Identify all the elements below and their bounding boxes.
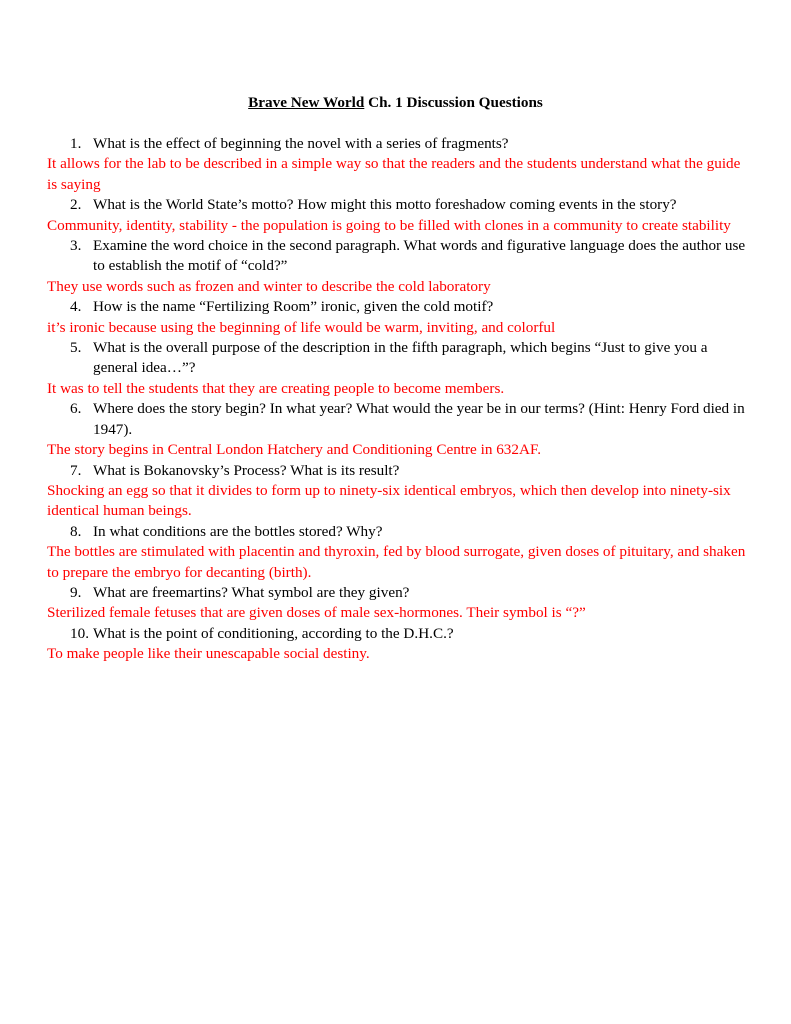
answer-3: They use words such as frozen and winter to describe the cold laboratory: [47, 277, 491, 295]
question-2: [47, 195, 747, 215]
question-number: 5.: [70, 339, 82, 357]
question-number: 8.: [70, 522, 82, 540]
answer-2: Community, identity, stability - the population is going to be filled with clones in a community to create stability: [47, 216, 731, 234]
question-6: [47, 399, 747, 440]
question-number: 1.: [70, 135, 82, 152]
question-3: [47, 236, 747, 277]
question-text: What is the overall purpose of the description in the fifth paragraph, which begins “Just to give you a general idea…”?: [93, 339, 708, 377]
question-7: [47, 461, 747, 481]
answer-5: It was to tell the students that they are creating people to become members.: [47, 379, 505, 397]
questions-list: [47, 134, 747, 665]
question-text: What is Bokanovsky’s Process? What is its result?: [93, 461, 400, 479]
question-text: What is the World State’s motto? How might this motto foreshadow coming events in the story?: [93, 196, 677, 214]
question-text: In what conditions are the bottles stored? Why?: [93, 522, 383, 540]
question-number: 3.: [70, 237, 82, 255]
question-number: 2.: [70, 196, 82, 214]
answer-9: Sterilized female fetuses that are given doses of male sex-hormones. Their symbol is “?”: [47, 604, 586, 622]
question-5: [47, 338, 747, 379]
question-10: [47, 624, 747, 644]
question-9: [47, 583, 747, 603]
question-text: Examine the word choice in the second paragraph. What words and figurative language does the author use to establish the motif of “cold?”: [93, 237, 746, 275]
answer-7: Shocking an egg so that it divides to form up to ninety-six identical embryos, which then develop into ninety-six identical human beings.: [47, 481, 731, 520]
question-8: [47, 522, 747, 542]
question-number: 9.: [70, 583, 82, 601]
answer-4: it’s ironic because using the beginning of life would be warm, inviting, and colorful: [47, 318, 556, 336]
book-title: Brave New World: [248, 94, 365, 111]
answer-8: The bottles are stimulated with placentin and thyroxin, fed by blood surrogate, given doses of pituitary, and shaken to prepare the embryo for decanting (birth).: [47, 543, 746, 581]
question-number: 4.: [70, 298, 82, 316]
question-text: Where does the story begin? In what year? What would the year be in our terms? (Hint: Henry Ford died in 1947).: [93, 400, 745, 438]
question-4: [47, 297, 747, 317]
document-title: [0, 93, 791, 113]
question-text: What is the effect of beginning the novel with a series of fragments?: [93, 135, 509, 152]
question-text: What are freemartins? What symbol are they given?: [93, 583, 410, 601]
title-rest: Ch. 1 Discussion Questions: [364, 94, 543, 111]
answer-1: It allows for the lab to be described in a simple way so that the readers and the students understand what the guide is saying: [47, 155, 741, 193]
answer-10: To make people like their unescapable social destiny.: [47, 645, 370, 663]
question-1: [47, 134, 747, 154]
question-text: How is the name “Fertilizing Room” ironic, given the cold motif?: [93, 298, 494, 316]
question-number: 7.: [70, 461, 82, 479]
question-number: 6.: [70, 400, 82, 418]
question-number: 10.: [70, 624, 89, 642]
answer-6: The story begins in Central London Hatchery and Conditioning Centre in 632AF.: [47, 441, 541, 459]
question-text: What is the point of conditioning, according to the D.H.C.?: [93, 624, 454, 642]
